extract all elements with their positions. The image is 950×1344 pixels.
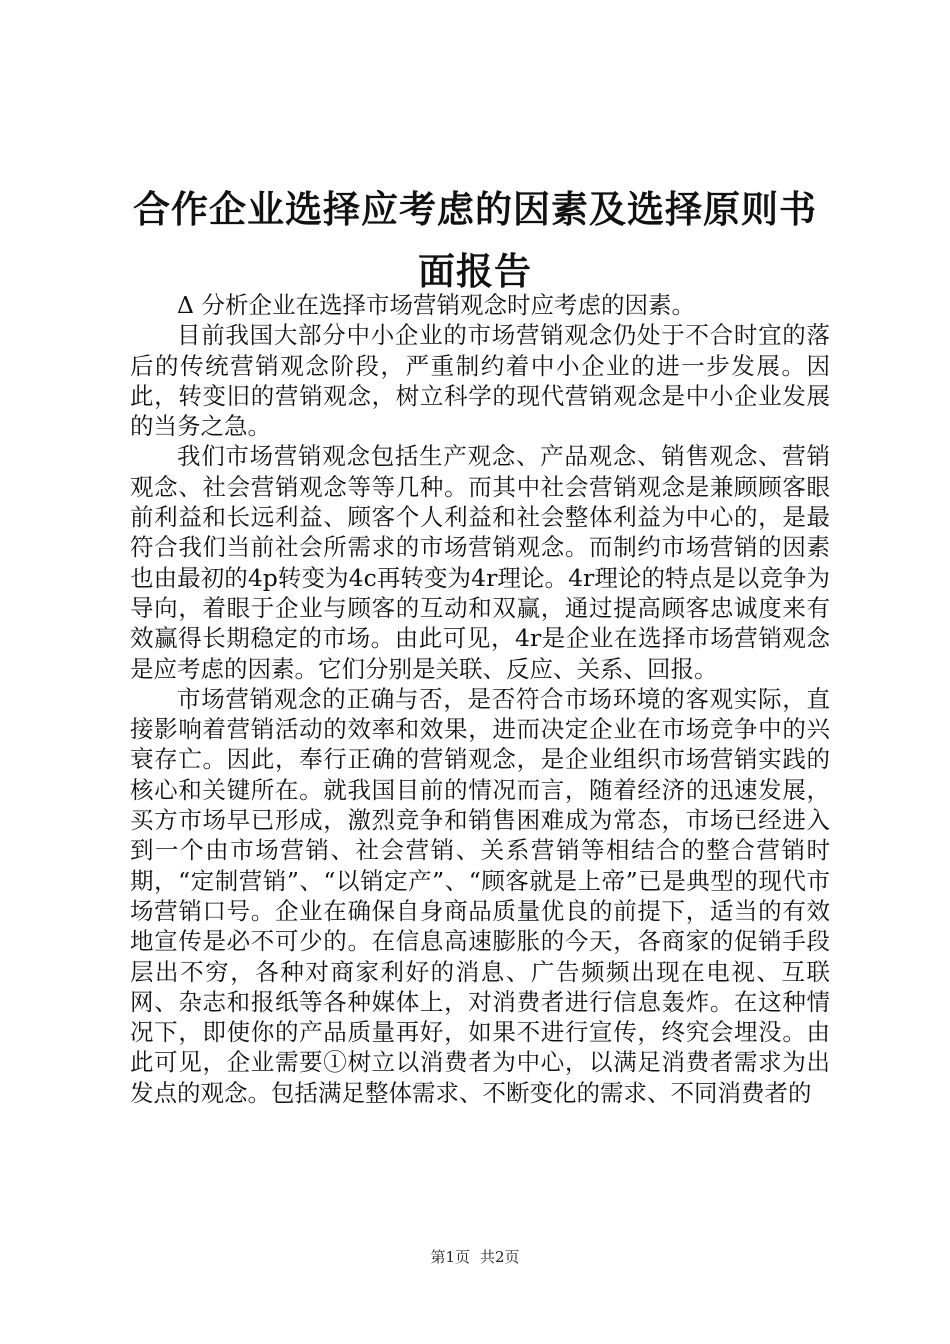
paragraph-heading-note: Δ 分析企业在选择市场营销观念时应考虑的因素。 <box>177 291 695 319</box>
page-total: 共2页 <box>480 1248 520 1266</box>
paragraph: 我们市场营销观念包括生产观念、产品观念、销售观念、营销观念、社会营销观念等等几种。而其中社会营销观念是兼顾顾客眼前利益和长远利益、顾客个人利益和社会整体利益为中心的，是最符合我们当前社会所需求的市场营销观念。而制约市场营销的因素也由最初的4p转变为4c再转变为4r理论。4r理论的特点是以竞争为导向，着眼于企业与顾客的互动和双赢，通过提高顾客忠诚度来有效赢得长期稳定的市场。由此可见，4r是企业在选择市场营销观念是应考虑的因素。它们分别是关联、反应、关系、回报。 <box>130 442 830 683</box>
document-title: 合作企业选择应考虑的因素及选择原则书面报告 <box>133 187 817 293</box>
paragraph: 市场营销观念的正确与否，是否符合市场环境的客观实际，直接影响着营销活动的效率和效果，进而决定企业在市场竞争中的兴衰存亡。因此，奉行正确的营销观念，是企业组织市场营销实践的核心和关键所在。就我国目前的情况而言，随着经济的迅速发展，买方市场早已形成，激烈竞争和销售困难成为常态，市场已经进入到一个由市场营销、社会营销、关系营销等相结合的整合营销时期，“定制营销”、“以销定产”、“顾客就是上帝”已是典型的现代市场营销口号。企业在确保自身商品质量优良的前提下，适当的有效地宣传是必不可少的。在信息高速膨胀的今天，各商家的促销手段层出不穷，各种对商家利好的消息、广告频频出现在电视、互联网、杂志和报纸等各种媒体上，对消费者进行信息轰炸。在这种情况下，即使你的产品质量再好，如果不进行宣传，终究会埋没。由此可见，企业需要①树立以消费者为中心，以满足消费者需求为出发点的观念。包括满足整体需求、不断变化的需求、不同消费者的 <box>130 684 830 1107</box>
paragraph: 目前我国大部分中小企业的市场营销观念仍处于不合时宜的落后的传统营销观念阶段，严重制约着中小企业的进一步发展。因此，转变旧的营销观念，树立科学的现代营销观念是中小企业发展的当务之急。 <box>130 321 830 441</box>
document-body <box>130 290 830 1108</box>
page-number: 第1页 <box>430 1248 470 1266</box>
page-footer <box>0 1246 950 1267</box>
